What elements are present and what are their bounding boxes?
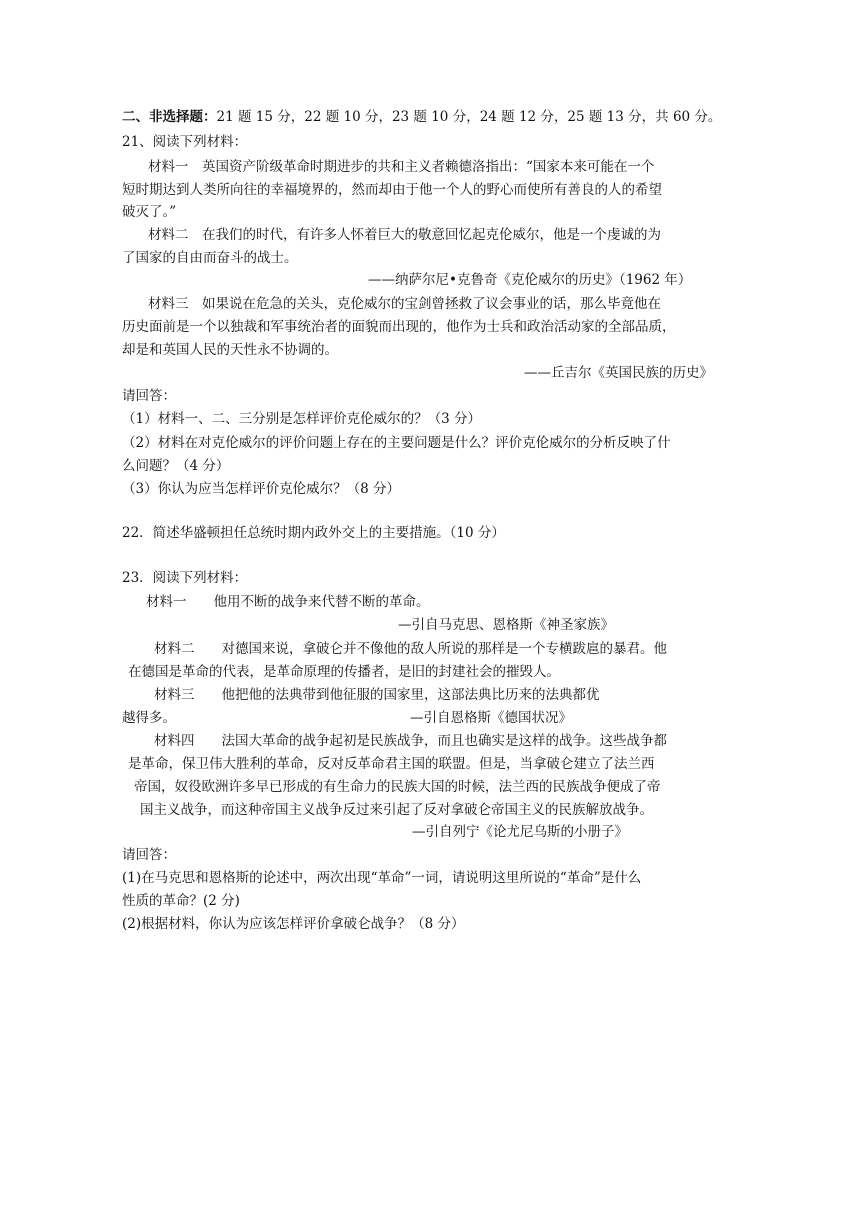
q21-material1-line2: 短时期达到人类所向往的幸福境界的，然而却由于他一个人的野心而使所有善良的人的希望 bbox=[122, 182, 662, 198]
section-heading bbox=[122, 105, 721, 129]
q23-material3-line2: 越得多。 bbox=[122, 710, 176, 726]
q21-material2-line1: 材料二 在我们的时代，有许多人怀着巨大的敬意回忆起克伦威尔，他是一个虔诚的为 bbox=[148, 227, 661, 243]
section-scoring: 21 题 15 分，22 题 10 分，23 题 10 分，24 题 12 分，25 题 13 分，共 60 分。 bbox=[216, 109, 722, 125]
q21-material3-source: ——丘吉尔《英国民族的历史》 bbox=[524, 365, 713, 381]
q23-question1-line1: (1)在马克思和恩格斯的论述中，两次出现“革命”一词，请说明这里所说的“革命”是什么 bbox=[122, 870, 642, 886]
q23-material4-line4: 国主义战争，而这种帝国主义战争反过来引起了反对拿破仑帝国主义的民族解放战争。 bbox=[140, 802, 653, 818]
q23-material1-source: —引自马克思、恩格斯《神圣家族》 bbox=[398, 617, 614, 633]
q21-material2-source: ——纳萨尔尼•克鲁奇《克伦威尔的历史》（1962 年） bbox=[368, 272, 692, 288]
q23-material3-source: —引自恩格斯《德国状况》 bbox=[410, 710, 572, 726]
q23-material3-line1: 材料三 他把他的法典带到他征服的国家里，这部法典比历来的法典都优 bbox=[154, 687, 600, 703]
q23-material4-line3: 帝国，奴役欧洲许多早已形成的有生命力的民族大国的时候，法兰西的民族战争便成了帝 bbox=[134, 779, 661, 795]
q21-question2-line2: 么问题？（4 分） bbox=[122, 458, 230, 474]
q21-material3-line3: 却是和英国人民的天性永不协调的。 bbox=[122, 342, 338, 358]
q23-material1: 材料一 他用不断的战争来代替不断的革命。 bbox=[146, 594, 430, 610]
q23-ask: 请回答： bbox=[122, 847, 176, 863]
q21-ask: 请回答： bbox=[122, 388, 176, 404]
q21-question1: （1）材料一、二、三分别是怎样评价克伦威尔的？（3 分） bbox=[122, 411, 481, 427]
q23-intro: 23．阅读下列材料： bbox=[122, 570, 248, 586]
q22-text: 22．简述华盛顿担任总统时期内政外交上的主要措施。（10 分） bbox=[122, 525, 505, 541]
q21-question3: （3）你认为应当怎样评价克伦威尔？（8 分） bbox=[122, 481, 400, 497]
section-title: 二、非选择题： bbox=[122, 109, 217, 125]
q23-material4-line2: 是革命，保卫伟大胜利的革命，反对反革命君主国的联盟。但是，当拿破仑建立了法兰西 bbox=[128, 756, 655, 772]
q21-question2-line1: （2）材料在对克伦威尔的评价问题上存在的主要问题是什么？评价克伦威尔的分析反映了什 bbox=[122, 435, 671, 451]
q23-question1-line2: 性质的革命？(2 分) bbox=[122, 893, 240, 909]
q23-material4-line1: 材料四 法国大革命的战争起初是民族战争，而且也确实是这样的战争。这些战争都 bbox=[154, 733, 667, 749]
q21-material1-line1: 材料一 英国资产阶级革命时期进步的共和主义者赖德洛指出：“国家本来可能在一个 bbox=[148, 159, 655, 175]
q21-material3-line2: 历史面前是一个以独裁和军事统治者的面貌而出现的，他作为士兵和政治活动家的全部品质， bbox=[122, 319, 676, 335]
q21-material3-line1: 材料三 如果说在危急的关头，克伦威尔的宝剑曾拯救了议会事业的话，那么毕竟他在 bbox=[148, 296, 661, 312]
q23-material2-line1: 材料二 对德国来说，拿破仑并不像他的敌人所说的那样是一个专横跋扈的暴君。他 bbox=[154, 641, 667, 657]
q23-material2-line2: 在德国是革命的代表，是革命原理的传播者，是旧的封建社会的摧毁人。 bbox=[128, 664, 560, 680]
q23-material4-source: —引自列宁《论尤尼乌斯的小册子》 bbox=[412, 824, 628, 840]
q21-material1-line3: 破灭了。” bbox=[122, 204, 177, 220]
q21-material2-line2: 了国家的自由而奋斗的战士。 bbox=[122, 250, 298, 266]
q21-intro: 21、阅读下列材料： bbox=[122, 134, 248, 150]
q23-question2: (2)根据材料，你认为应该怎样评价拿破仑战争？（8 分） bbox=[122, 916, 465, 932]
